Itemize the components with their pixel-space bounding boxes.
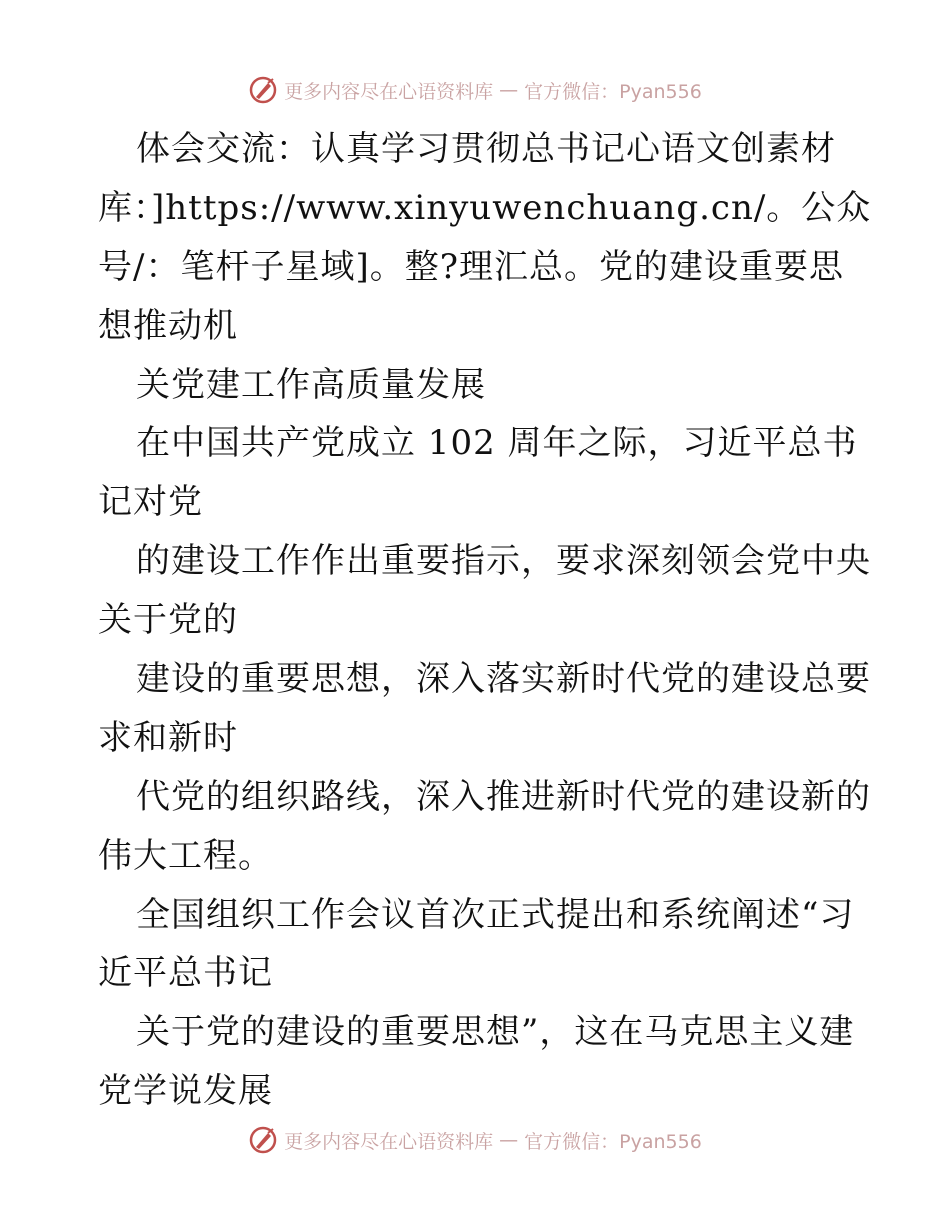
text-line: 体会交流：认真学习贯彻总书记心语文创素材 <box>136 129 836 169</box>
footer-contact: 官方微信：Pyan556 <box>524 1130 702 1153</box>
quill-logo-icon <box>248 1125 278 1155</box>
document-body <box>98 120 872 1121</box>
page-header <box>0 70 950 110</box>
footer-separator: — <box>499 1129 519 1151</box>
text-line: 记对党 <box>98 482 203 523</box>
text-line: 库：]https://www.xinyuwenchuang.cn/。公众 <box>98 187 872 228</box>
text-line: 想推动机 <box>98 305 238 346</box>
footer-brand <box>248 1125 702 1155</box>
text-line: 全国组织工作会议首次正式提出和系统阐述“习 <box>136 894 855 935</box>
text-line: 关于党的建设的重要思想”，这在马克思主义建 <box>136 1012 855 1053</box>
text-line: 党学说发展 <box>98 1071 273 1112</box>
text-line: 号/：笔杆子星域]。整?理汇总。党的建设重要思 <box>98 246 844 287</box>
footer-brand-text: 更多内容尽在心语资料库 <box>284 1130 494 1153</box>
text-line: 建设的重要思想，深入落实新时代党的建设总要 <box>136 659 871 700</box>
text-line: 关党建工作高质量发展 <box>136 364 486 405</box>
header-separator: — <box>499 79 519 101</box>
text-line: 求和新时 <box>98 717 238 758</box>
header-brand <box>248 75 702 105</box>
header-contact: 官方微信：Pyan556 <box>524 80 702 103</box>
text-line: 的建设工作作出重要指示，要求深刻领会党中央 <box>136 541 871 582</box>
text-line: 近平总书记 <box>98 953 273 994</box>
header-brand-text: 更多内容尽在心语资料库 <box>284 80 494 103</box>
text-line: 在中国共产党成立 102 周年之际，习近平总书 <box>136 423 858 464</box>
text-line: 代党的组织路线，深入推进新时代党的建设新的 <box>136 776 871 817</box>
page-footer <box>0 1120 950 1160</box>
text-line: 关于党的 <box>98 600 238 641</box>
quill-logo-icon <box>248 75 278 105</box>
text-line: 伟大工程。 <box>98 835 273 876</box>
